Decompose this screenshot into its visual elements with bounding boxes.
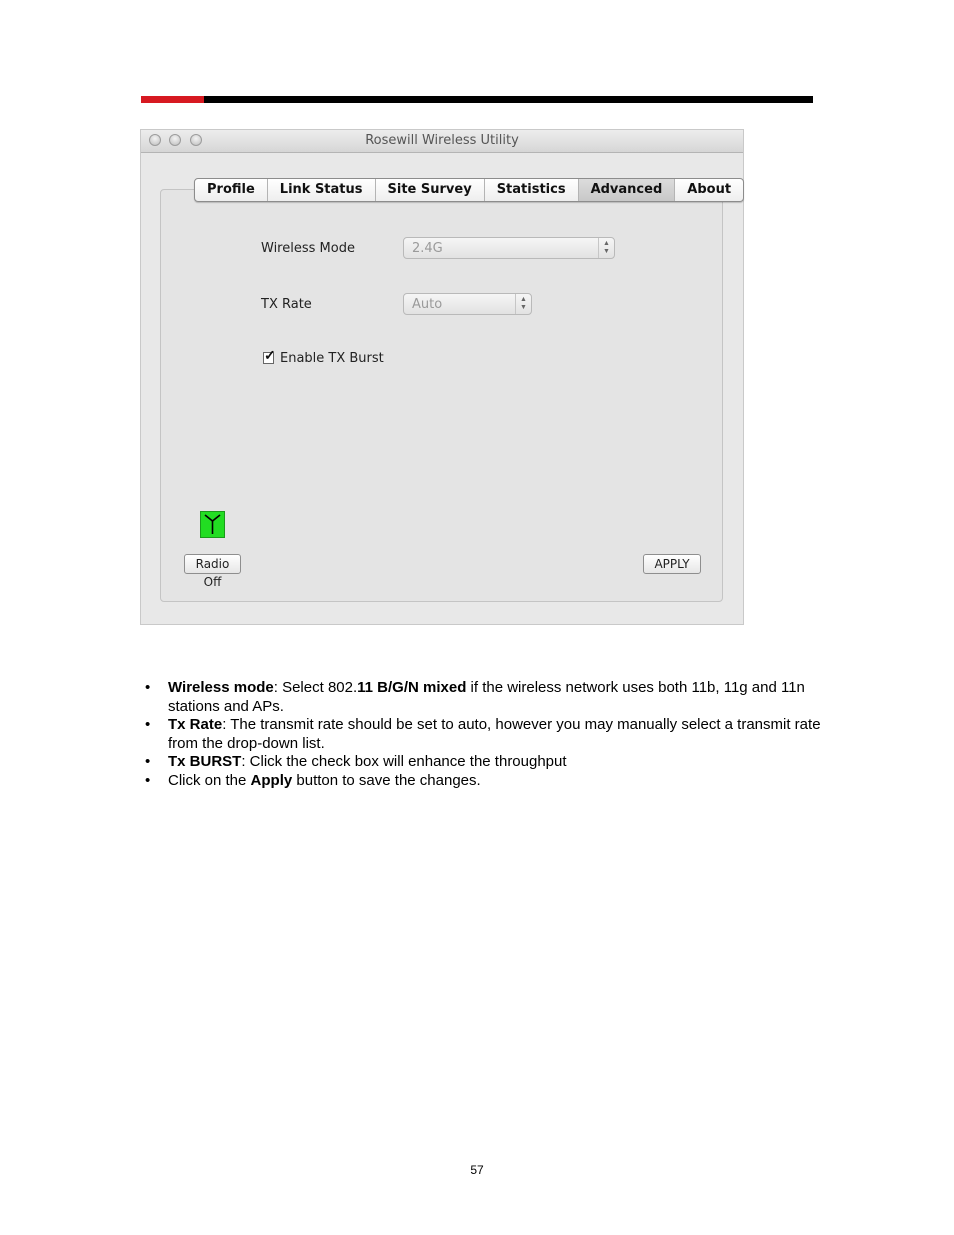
header-bar [141, 96, 813, 103]
description: if the wireless network uses both 11b, 11g and 11n stations and APs. [168, 679, 805, 715]
term: Tx Rate [168, 716, 223, 733]
description: Click on the [168, 771, 251, 789]
window-title: Rosewill Wireless Utility [365, 133, 519, 148]
bullet-icon: • [145, 771, 151, 789]
app-window [140, 129, 744, 625]
bullet-icon: • [145, 753, 151, 770]
antenna-icon [200, 511, 225, 538]
checkmark-icon: ✓ [264, 347, 276, 363]
select-arrows-icon: ▲ ▼ [515, 294, 531, 314]
radio-off-button[interactable]: Radio Off [184, 554, 241, 574]
list-item [145, 716, 825, 753]
select-arrows-icon: ▲ ▼ [598, 238, 614, 258]
wireless-mode-value: 2.4G [412, 241, 443, 256]
bullet-icon: • [145, 716, 151, 733]
wireless-mode-label: Wireless Mode [261, 241, 355, 256]
apply-button[interactable]: APPLY [643, 554, 701, 574]
title-bar[interactable] [141, 130, 743, 153]
tab-site-survey[interactable]: Site Survey [376, 179, 485, 201]
tx-rate-label: TX Rate [261, 297, 312, 312]
wireless-mode-select[interactable] [403, 237, 615, 259]
tab-advanced[interactable]: Advanced [579, 179, 676, 201]
term: Apply [250, 771, 293, 789]
description: : The transmit rate should be set to auto, however you may manually select a transmit rate from the drop-down list. [168, 716, 821, 752]
header-bar-accent [141, 96, 204, 103]
bullet-icon: • [145, 679, 151, 696]
description: : Select 802. [273, 679, 358, 696]
tab-statistics[interactable]: Statistics [485, 179, 579, 201]
tab-bar [194, 178, 744, 202]
tx-rate-select[interactable] [403, 293, 532, 315]
term: 11 B/G/N mixed [357, 679, 467, 696]
list-item [145, 679, 825, 716]
page-number: 57 [470, 1163, 484, 1177]
instruction-list [145, 679, 825, 790]
description: : Click the check box will enhance the throughput [241, 753, 567, 770]
tx-burst-label: Enable TX Burst [280, 351, 384, 366]
tab-about[interactable]: About [687, 182, 732, 197]
tx-rate-value: Auto [412, 297, 443, 312]
tx-burst-checkbox[interactable] [263, 347, 276, 364]
instructions [145, 679, 825, 790]
tab-link-status[interactable]: Link Status [268, 179, 376, 201]
term: Tx BURST [168, 753, 242, 770]
list-item [145, 772, 825, 791]
description: button to save the changes. [292, 771, 481, 789]
tab-profile[interactable]: Profile [195, 179, 268, 201]
list-item [145, 753, 825, 772]
term: Wireless mode [168, 679, 274, 696]
